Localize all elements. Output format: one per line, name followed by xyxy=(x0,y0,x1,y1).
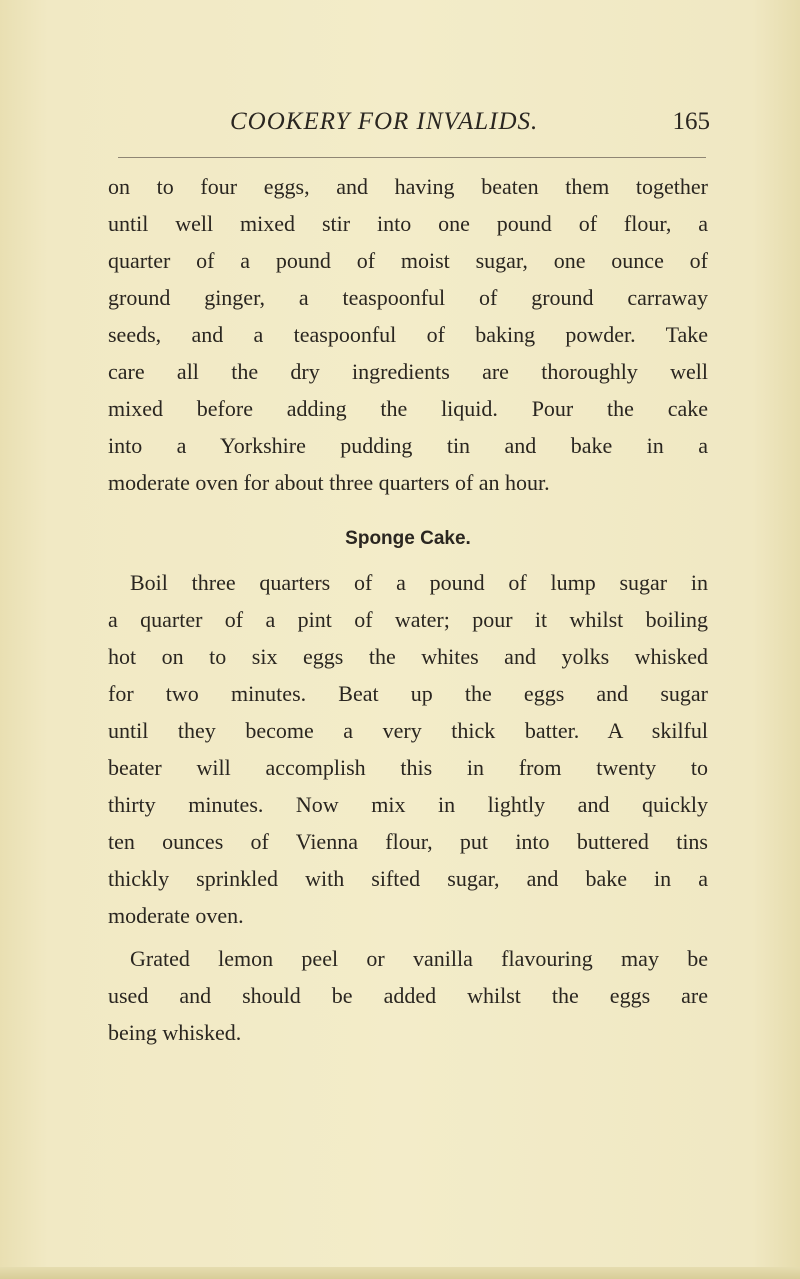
running-title: COOKERY FOR INVALIDS. xyxy=(230,108,539,135)
text-line: moderate oven for about three quarters of an hour. xyxy=(108,470,550,495)
text-line: a quarter of a pint of water; pour it whilst boiling xyxy=(108,607,708,632)
header-rule xyxy=(118,157,706,158)
section-heading: Sponge Cake. xyxy=(345,528,471,549)
text-line: being whisked. xyxy=(108,1020,242,1045)
text-line: for two minutes. Beat up the eggs and sugar xyxy=(108,681,708,706)
paragraph-3 xyxy=(108,940,708,1051)
text-line: care all the dry ingredients are thoroughly well xyxy=(108,359,708,384)
text-line: until they become a very thick batter. A skilful xyxy=(108,718,708,743)
text-line: thickly sprinkled with sifted sugar, and bake in a xyxy=(108,866,708,891)
running-head xyxy=(110,96,710,136)
text-line: moderate oven. xyxy=(108,903,244,928)
text-line: on to four eggs, and having beaten them together xyxy=(108,174,708,199)
text-line: thirty minutes. Now mix in lightly and quickly xyxy=(108,792,708,817)
text-line: seeds, and a teaspoonful of baking powder. Take xyxy=(108,322,708,347)
text-line: quarter of a pound of moist sugar, one ounce of xyxy=(108,248,708,273)
body-text xyxy=(108,168,708,1051)
text-line: Boil three quarters of a pound of lump sugar in xyxy=(130,570,708,595)
page-number: 165 xyxy=(672,108,710,135)
paragraph-1 xyxy=(108,168,708,501)
text-line: ten ounces of Vienna flour, put into buttered tins xyxy=(108,829,708,854)
text-line: hot on to six eggs the whites and yolks whisked xyxy=(108,644,708,669)
page-bottom-edge xyxy=(0,1267,800,1279)
paragraph-2 xyxy=(108,564,708,934)
text-line: mixed before adding the liquid. Pour the cake xyxy=(108,396,708,421)
text-line: Grated lemon peel or vanilla flavouring may be xyxy=(130,946,708,971)
text-line: into a Yorkshire pudding tin and bake in a xyxy=(108,433,708,458)
text-line: beater will accomplish this in from twenty to xyxy=(108,755,708,780)
text-line: ground ginger, a teaspoonful of ground carraway xyxy=(108,285,708,310)
text-line: used and should be added whilst the eggs are xyxy=(108,983,708,1008)
text-line: until well mixed stir into one pound of flour, a xyxy=(108,211,708,236)
